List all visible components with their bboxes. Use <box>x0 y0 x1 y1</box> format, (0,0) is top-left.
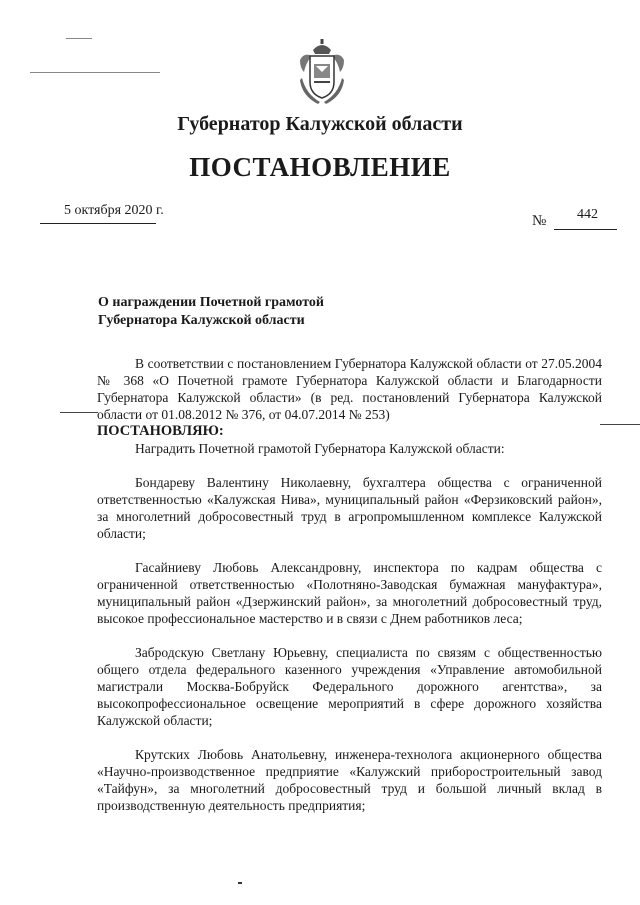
awardee-paragraph: Гасайниеву Любовь Александровну, инспектора по кадрам общества с ограниченной ответственностью «Полотняно-Заводская бумажная мануфактура», муниципальный район «Дзержинский район», за многолетний добросовестный труд, высокое профессиональное мастерство и в связи с Днем работников леса; <box>97 560 602 626</box>
margin-mark <box>60 412 98 413</box>
number-underline <box>554 229 617 230</box>
order-paragraph: Наградить Почетной грамотой Губернатора Калужской области: <box>135 441 505 456</box>
document-number: 442 <box>577 207 598 222</box>
document-body <box>97 355 602 814</box>
title-line: Губернатора Калужской области <box>98 313 305 328</box>
organization-title: Губернатор Калужской области <box>177 113 463 135</box>
scan-artifact-line <box>66 38 92 39</box>
number-sign: № <box>532 213 547 229</box>
document-title <box>98 294 324 330</box>
awardee-paragraph: Забродскую Светлану Юрьевну, специалиста по связям с общественностью общего отдела федерального казенного учреждения «Управление автомобильной магистрали Москва-Бобруйск Федерального дорожного агентства», за высокопрофессиональное освещение мероприятий в сфере дорожного хозяйства Калужской области; <box>97 645 602 728</box>
margin-mark <box>600 424 640 425</box>
awardee-paragraph: Бондареву Валентину Николаевну, бухгалтера общества с ограниченной ответственностью «Калужская Нива», муниципальный район «Ферзиковский район», за многолетний добросовестный труд в агропромышленном комплексе Калужской области; <box>97 475 602 541</box>
document-type: ПОСТАНОВЛЕНИЕ <box>189 152 451 182</box>
scan-artifact-line <box>30 72 160 73</box>
document-date: 5 октября 2020 г. <box>64 203 164 218</box>
resolve-heading: ПОСТАНОВЛЯЮ: <box>97 423 224 439</box>
coat-of-arms-icon <box>296 38 348 106</box>
awardee-paragraph: Крутских Любовь Анатольевну, инженера-технолога акционерного общества «Научно-производственное предприятие «Калужский приборостроительный завод «Тайфун», за многолетний добросовестный труд и большой личный вклад в производственную деятельность предприятия; <box>97 747 602 813</box>
preamble-paragraph: В соответствии с постановлением Губернатора Калужской области от 27.05.2004 № 368 «О Почетной грамоте Губернатора Калужской области и Благодарности Губернатора Калужской области» (в ред. постановлений Губернатора Калужской области от 01.08.2012 № 376, от 04.07.2014 № 253) <box>97 356 602 422</box>
title-line: О награждении Почетной грамотой <box>98 295 324 310</box>
scan-artifact-dot <box>238 882 242 884</box>
date-underline <box>40 223 156 224</box>
